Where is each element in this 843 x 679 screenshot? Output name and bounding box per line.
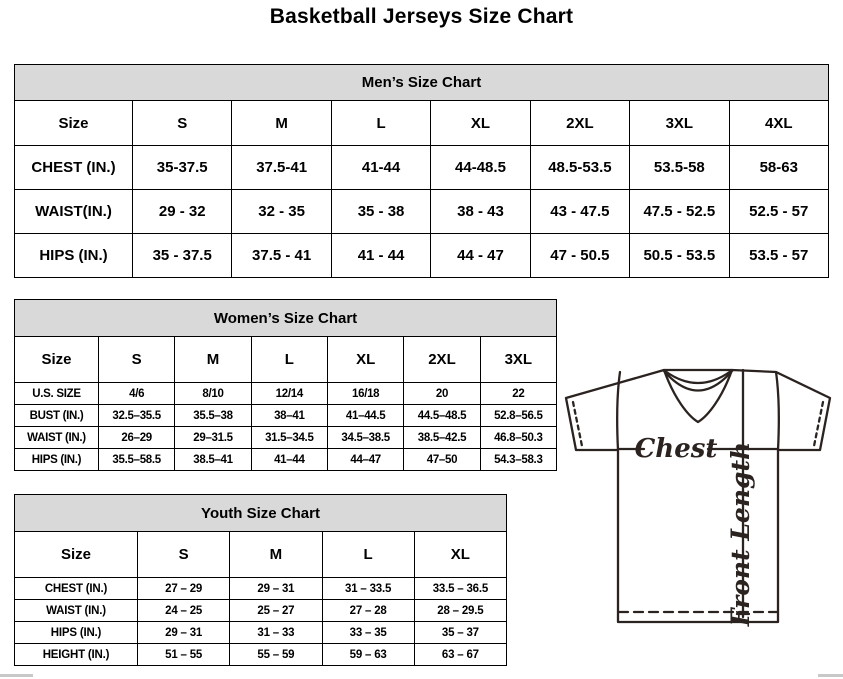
size-value-cell: 31.5–34.5 [251, 427, 327, 449]
row-label: CHEST (IN.) [15, 146, 133, 190]
right-sleeve-seam [776, 372, 779, 450]
size-value-cell: 37.5-41 [232, 146, 331, 190]
size-value-cell: XL [431, 101, 530, 146]
size-value-cell: 35 – 37 [414, 622, 506, 644]
row-label: CHEST (IN.) [15, 578, 138, 600]
size-value-cell: L [322, 532, 414, 578]
size-value-cell: 3XL [630, 101, 729, 146]
size-value-cell: 38 - 43 [431, 190, 530, 234]
size-value-cell: 28 – 29.5 [414, 600, 506, 622]
row-label: HIPS (IN.) [15, 449, 99, 471]
size-value-cell: 44–47 [327, 449, 403, 471]
table-row [15, 234, 829, 278]
size-value-cell: 58-63 [729, 146, 828, 190]
size-value-cell: 55 – 59 [230, 644, 322, 666]
size-value-cell: 35-37.5 [133, 146, 232, 190]
size-value-cell: 4/6 [99, 383, 175, 405]
size-value-cell: L [251, 337, 327, 383]
size-value-cell: 27 – 28 [322, 600, 414, 622]
size-value-cell: 47–50 [404, 449, 480, 471]
table-row [15, 427, 557, 449]
size-value-cell: 41-44 [331, 146, 430, 190]
size-value-cell: 29 – 31 [230, 578, 322, 600]
size-value-cell: 31 – 33.5 [322, 578, 414, 600]
table-row [15, 405, 557, 427]
size-value-cell: 3XL [480, 337, 556, 383]
table-row [15, 622, 507, 644]
table-row [15, 600, 507, 622]
size-value-cell: 38.5–41 [175, 449, 251, 471]
size-value-cell: M [230, 532, 322, 578]
size-value-cell: M [232, 101, 331, 146]
row-label: Size [15, 101, 133, 146]
size-value-cell: 44 - 47 [431, 234, 530, 278]
table-row [15, 578, 507, 600]
size-value-cell: 59 – 63 [322, 644, 414, 666]
jersey-outline [566, 370, 830, 622]
size-value-cell: 38–41 [251, 405, 327, 427]
row-label: WAIST (IN.) [15, 600, 138, 622]
horizontal-scrollbar-fragment-left[interactable] [0, 674, 33, 677]
jersey-measurement-diagram [556, 358, 840, 630]
size-value-cell: 32 - 35 [232, 190, 331, 234]
size-value-cell: XL [414, 532, 506, 578]
mens-size-table [14, 100, 829, 278]
size-value-cell: 52.5 - 57 [729, 190, 828, 234]
size-value-cell: 32.5–35.5 [99, 405, 175, 427]
size-value-cell: 46.8–50.3 [480, 427, 556, 449]
table-row [15, 383, 557, 405]
row-label: Size [15, 337, 99, 383]
size-value-cell: 35.5–38 [175, 405, 251, 427]
size-value-cell: 43 - 47.5 [530, 190, 629, 234]
size-value-cell: 35 - 37.5 [133, 234, 232, 278]
size-value-cell: 2XL [404, 337, 480, 383]
size-value-cell: 38.5–42.5 [404, 427, 480, 449]
size-value-cell: 48.5-53.5 [530, 146, 629, 190]
size-header-row [15, 337, 557, 383]
size-value-cell: 25 – 27 [230, 600, 322, 622]
size-value-cell: 24 – 25 [138, 600, 230, 622]
size-value-cell: 53.5-58 [630, 146, 729, 190]
size-value-cell: L [331, 101, 430, 146]
size-value-cell: 8/10 [175, 383, 251, 405]
size-value-cell: 41–44.5 [327, 405, 403, 427]
size-value-cell: 34.5–38.5 [327, 427, 403, 449]
collar-curve-2 [664, 371, 732, 391]
size-value-cell: 52.8–56.5 [480, 405, 556, 427]
left-sleeve-seam [617, 372, 620, 450]
row-label: Size [15, 532, 138, 578]
size-value-cell: 16/18 [327, 383, 403, 405]
size-value-cell: 22 [480, 383, 556, 405]
size-value-cell: 33.5 – 36.5 [414, 578, 506, 600]
size-value-cell: 35 - 38 [331, 190, 430, 234]
youth-chart-title: Youth Size Chart [14, 494, 507, 532]
size-value-cell: 26–29 [99, 427, 175, 449]
size-value-cell: 35.5–58.5 [99, 449, 175, 471]
size-value-cell: 63 – 67 [414, 644, 506, 666]
row-label: HIPS (IN.) [15, 234, 133, 278]
size-value-cell: 41–44 [251, 449, 327, 471]
row-label: WAIST (IN.) [15, 427, 99, 449]
size-header-row [15, 101, 829, 146]
chest-label: Chest [634, 434, 718, 464]
size-value-cell: 29 – 31 [138, 622, 230, 644]
row-label: BUST (IN.) [15, 405, 99, 427]
size-value-cell: 51 – 55 [138, 644, 230, 666]
youth-size-table [14, 531, 507, 666]
table-row [15, 449, 557, 471]
table-row [15, 190, 829, 234]
page-title: Basketball Jerseys Size Chart [269, 5, 574, 28]
size-value-cell: M [175, 337, 251, 383]
horizontal-scrollbar-fragment-right[interactable] [818, 674, 843, 677]
front-length-label: Front Length [726, 441, 755, 627]
size-value-cell: 53.5 - 57 [729, 234, 828, 278]
row-label: HIPS (IN.) [15, 622, 138, 644]
mens-chart-title: Men’s Size Chart [14, 64, 829, 101]
size-value-cell: 12/14 [251, 383, 327, 405]
size-value-cell: 44-48.5 [431, 146, 530, 190]
size-value-cell: 31 – 33 [230, 622, 322, 644]
size-value-cell: 47.5 - 52.5 [630, 190, 729, 234]
size-value-cell: XL [327, 337, 403, 383]
size-value-cell: S [99, 337, 175, 383]
size-value-cell: 20 [404, 383, 480, 405]
table-row [15, 146, 829, 190]
size-value-cell: 54.3–58.3 [480, 449, 556, 471]
row-label: HEIGHT (IN.) [15, 644, 138, 666]
womens-size-table [14, 336, 557, 471]
size-value-cell: 29 - 32 [133, 190, 232, 234]
size-value-cell: 27 – 29 [138, 578, 230, 600]
size-value-cell: 29–31.5 [175, 427, 251, 449]
size-value-cell: 41 - 44 [331, 234, 430, 278]
size-value-cell: 37.5 - 41 [232, 234, 331, 278]
size-value-cell: 44.5–48.5 [404, 405, 480, 427]
row-label: U.S. SIZE [15, 383, 99, 405]
size-value-cell: 33 – 35 [322, 622, 414, 644]
row-label: WAIST(IN.) [15, 190, 133, 234]
size-value-cell: 4XL [729, 101, 828, 146]
womens-chart-title: Women’s Size Chart [14, 299, 557, 337]
size-value-cell: S [138, 532, 230, 578]
size-value-cell: 2XL [530, 101, 629, 146]
size-value-cell: S [133, 101, 232, 146]
size-value-cell: 50.5 - 53.5 [630, 234, 729, 278]
size-header-row [15, 532, 507, 578]
size-value-cell: 47 - 50.5 [530, 234, 629, 278]
table-row [15, 644, 507, 666]
